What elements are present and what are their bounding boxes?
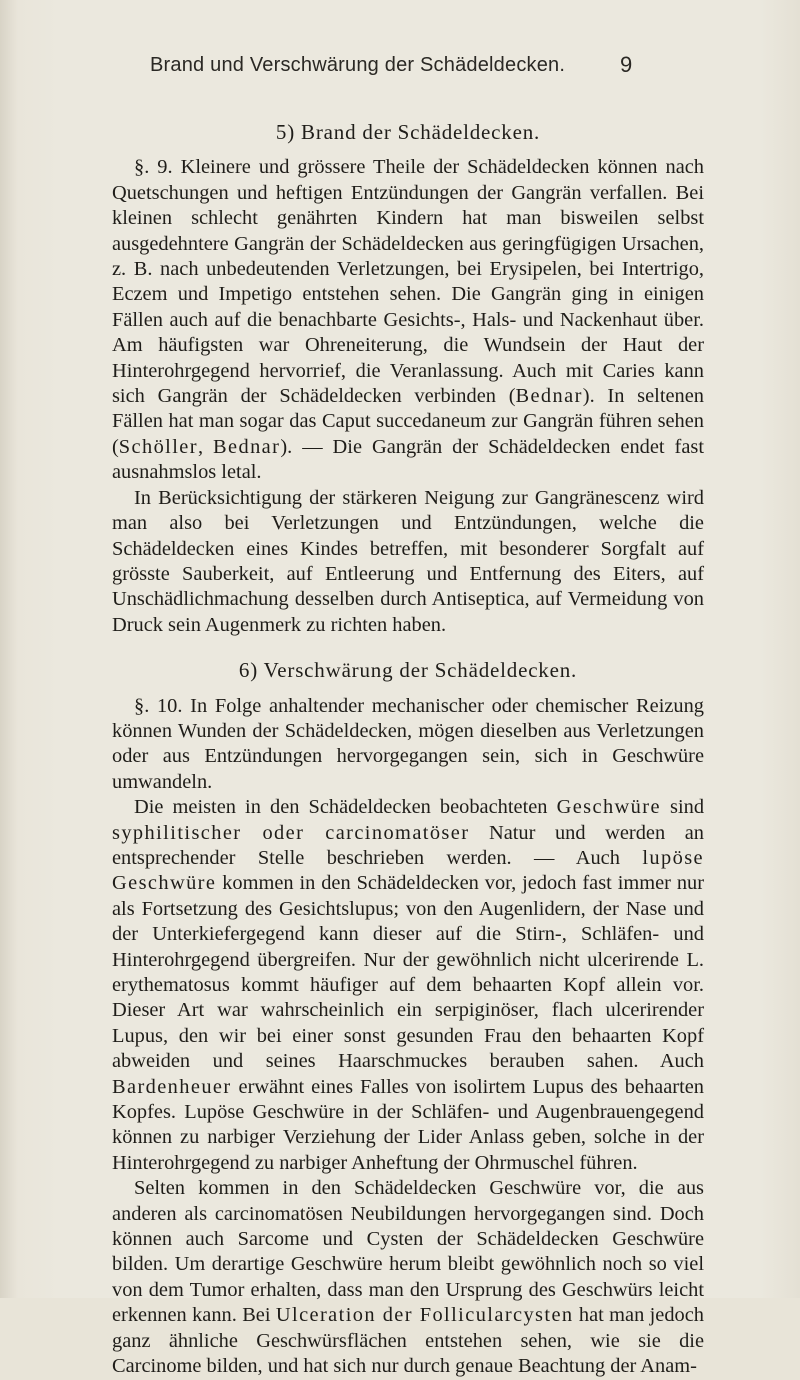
page-header xyxy=(0,54,800,84)
text-run: sind xyxy=(660,796,705,819)
author-name: Bardenheuer xyxy=(112,1075,232,1098)
text-run: §. 9. Kleinere und grössere Theile der Schädeldecken können nach Quetschungen und heftigen Entzündungen der Gangrän verfallen. Bei kleinen schlecht genährten Kindern hat man bisweilen selbst ausgedehntere Gangrän der Schädeldecken aus geringfügigen Ursachen, z. B. nach unbedeutenden Verletzungen, bei Erysipelen, bei Intertrigo, Eczem und Impetigo entstehen sehen. Die Gangrän ging in einigen Fällen auch auf die benachbarte Gesichts-, Hals- und Nackenhaut über. Am häufigsten war Ohreneiterung, die Wundsein der Haut der Hinterohrgegend hervorrief, die Veranlassung. Auch mit Caries kann sich Gangrän der Schädeldecken verbinden ( xyxy=(112,156,704,408)
page-body xyxy=(112,120,704,1380)
section-5-paragraph-2: In Berücksichtigung der stärkeren Neigung zur Gangränescenz wird man also bei Verletzungen und Entzündungen, welche die Schädeldecken eines Kindes betreffen, mit besonderer Sorgfalt auf grösste Sauberkeit, auf Entleerung und Entfernung des Eiters, auf Unschädlichmachung desselben durch Antiseptica, auf Vermeidung von Druck sein Augenmerk zu richten haben. xyxy=(112,486,704,636)
page-number: 9 xyxy=(620,52,633,77)
text-run: erwähnt eines Falles von isolirtem Lupus des behaarten Kopfes. Lupöse Geschwüre in der Schläfen- und Augenbrauengegend können zu narbiger Verziehung der Lider Anlass geben, solche in der Hinterohrgegend zu narbiger Anheftung der Ohrmuschel führen. xyxy=(112,1075,704,1174)
emphasized-term: Geschwüre xyxy=(556,796,661,819)
text-run: Selten kommen in den Schädeldecken Geschwüre vor, die aus anderen als carcinomatösen Neubildungen hervorgegangen sind. Doch können auch Sarcome und Cysten der Schädeldecken Geschwüre bilden. Um derartige Geschwüre herum bleibt gewöhnlich noch so viel von dem Tumor erhalten, dass man den Ursprung des Geschwürs leicht erkennen kann. Bei xyxy=(112,1177,704,1327)
running-head: Brand und Verschwärung der Schädeldecken. xyxy=(150,54,566,76)
author-name: Bednar xyxy=(515,385,583,408)
text-run: kommen in den Schädeldecken vor, jedoch fast immer nur als Fortsetzung des Gesichtslupus; von den Augenlidern, der Nase und der Unterkiefergegend kann dieser auf die Stirn-, Schläfen- und Hinterohrgegend übergreifen. Nur der gewöhnlich nicht ulcerirende L. erythematosus kommt häufiger auf dem behaarten Kopf allein vor. Dieser Art war wahrscheinlich ein serpiginöser, flach ulcerirender Lupus, den wir bei einer sonst gesunden Frau den behaarten Kopf abweiden und seines Haarschmuckes berauben sahen. Auch xyxy=(112,872,704,1073)
text-run: hat man jedoch ganz ähnliche Geschwürsflächen entstehen sehen, wie sie die Carcinome bilden, und hat sich nur durch genaue Beachtung der Anam- xyxy=(112,1304,704,1378)
section-6-title: 6) Verschwärung der Schädeldecken. xyxy=(238,658,578,683)
emphasized-term: syphilitischer oder carcinomatöser xyxy=(112,821,470,844)
text-run: Natur und werden an entsprechender Stelle beschrieben werden. — Auch xyxy=(112,821,704,869)
emphasized-term: lupöse Geschwüre xyxy=(112,846,704,895)
text-run: Die meisten in den Schädeldecken beobachteten xyxy=(134,796,557,819)
section-6-paragraph-2 xyxy=(112,795,704,1176)
author-name: Schöller xyxy=(118,435,198,458)
section-6-paragraph-1: §. 10. In Folge anhaltender mechanischer oder chemischer Reizung können Wunden der Schädeldecken, mögen dieselben aus Verletzungen oder aus Entzündungen hervorgegangen sein, sich in Geschwüre umwandeln. xyxy=(112,694,704,793)
text-run: ). In seltenen Fällen hat man sogar das Caput succedaneum zur Gangrän führen sehen ( xyxy=(112,385,704,458)
section-6-paragraph-3 xyxy=(112,1176,704,1379)
emphasized-term: Ulceration der Follicularcysten xyxy=(275,1304,574,1327)
section-5-title: 5) Brand der Schädeldecken. xyxy=(275,120,541,144)
text-run: , xyxy=(197,435,214,458)
author-name: Bednar xyxy=(213,435,281,458)
text-run: ). — Die Gangrän der Schädeldecken endet fast ausnahmslos letal. xyxy=(112,435,704,484)
section-5-paragraph-1 xyxy=(112,155,704,485)
